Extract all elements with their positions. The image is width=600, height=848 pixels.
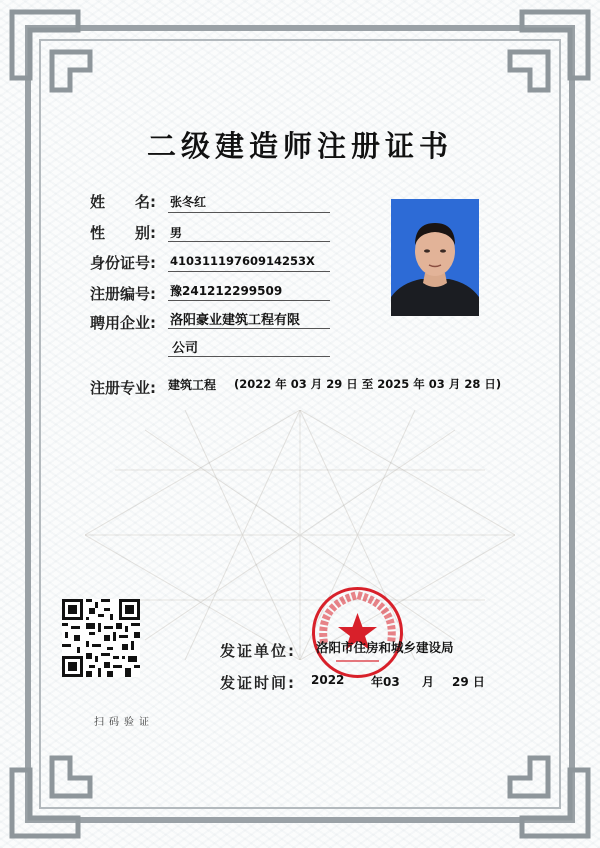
reg-underline [168, 300, 330, 301]
issuer-unit-value: 洛阳市住房和城乡建设局 [316, 640, 454, 655]
company-underline-1 [168, 328, 330, 329]
issue-month-unit: 月 [422, 675, 435, 689]
gender-label: 性 别: [90, 224, 156, 242]
specialty-value: 建筑工程 [168, 378, 217, 392]
issue-month: 年03 [371, 675, 400, 689]
watermark-pattern [85, 410, 515, 660]
person-icon [391, 199, 479, 316]
issue-date-label: 发证时间: [220, 674, 296, 692]
company-value-line2: 公司 [172, 341, 199, 356]
name-underline [168, 212, 330, 213]
issue-year: 2022 [311, 673, 345, 687]
company-value-line1: 洛阳豪业建筑工程有限 [170, 313, 301, 328]
company-label: 聘用企业: [90, 314, 156, 332]
validity-period: (2022 年 03 月 29 日 至 2025 年 03 月 28 日) [234, 377, 502, 391]
id-label: 身份证号: [90, 254, 156, 272]
id-underline [168, 271, 330, 272]
id-value: 41031119760914253X [170, 254, 315, 268]
reg-label: 注册编号: [90, 285, 156, 303]
company-underline-2 [168, 356, 330, 357]
qr-code-icon[interactable] [62, 599, 140, 677]
qr-caption: 扫码验证 [94, 717, 154, 728]
gender-underline [168, 241, 330, 242]
portrait-photo [391, 199, 479, 316]
gender-value: 男 [170, 226, 183, 240]
certificate-title: 二级建造师注册证书 [146, 129, 453, 163]
issue-day: 29 日 [452, 675, 485, 689]
official-seal-icon [310, 585, 405, 680]
reg-value: 豫241212299509 [170, 284, 283, 298]
specialty-label: 注册专业: [90, 379, 156, 397]
issuer-unit-label: 发证单位: [220, 642, 296, 660]
name-label: 姓 名: [90, 193, 156, 211]
name-value: 张冬红 [170, 195, 207, 209]
